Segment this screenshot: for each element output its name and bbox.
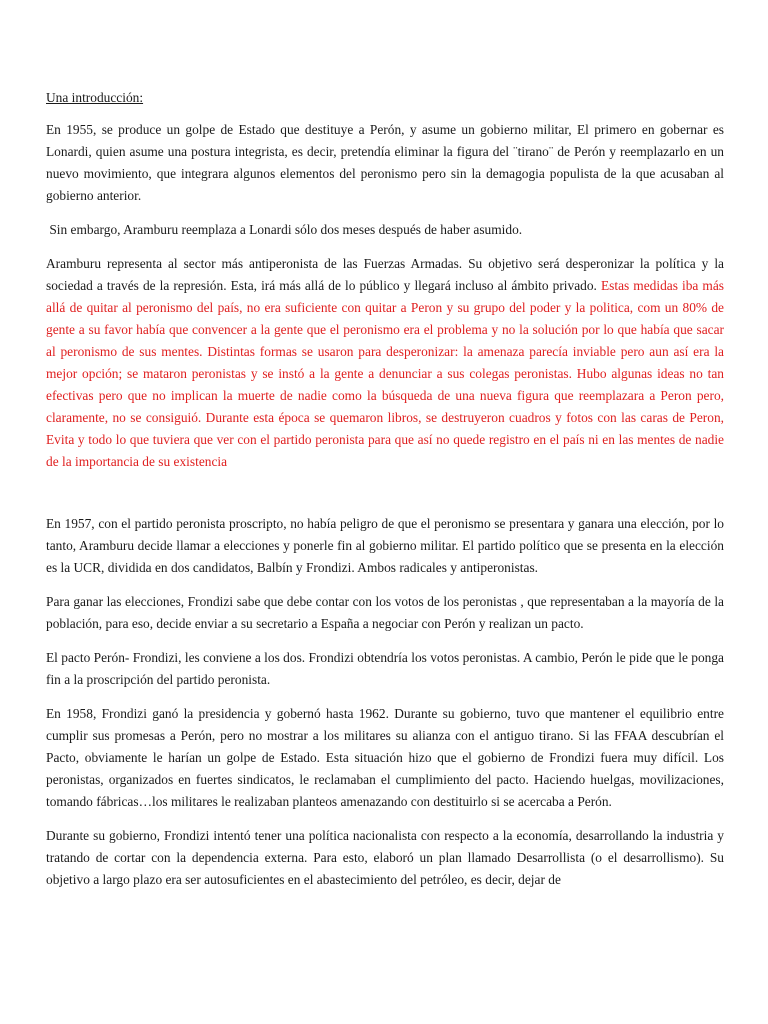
paragraph-desarrollismo: Durante su gobierno, Frondizi intentó tener una política nacionalista con respecto a la economía, desarrollando la industria y tratando de cortar con la dependencia externa. Para esto, elaboró un plan llamado Desarrollista (o el desarrollismo). Su objetivo a largo plazo era ser autosuficientes en el abastecimiento del petróleo, es decir, dejar de xyxy=(46,828,724,887)
paragraph-pacto-peron-frondizi: El pacto Perón- Frondizi, les conviene a los dos. Frondizi obtendría los votos peronistas. A cambio, Perón le pide que le ponga fin a la proscripción del partido peronista. xyxy=(46,650,724,687)
document-heading: Una introducción: xyxy=(46,90,144,105)
document-page xyxy=(46,87,724,903)
paragraph-text-black: Aramburu representa al sector más antiperonista de las Fuerzas Armadas. Su objetivo será desperonizar la política y la sociedad a través de la represión. Esta, irá más allá de lo público y llegará incluso al ámbito privado. xyxy=(46,256,724,293)
paragraph-gobierno-frondizi: En 1958, Frondizi ganó la presidencia y gobernó hasta 1962. Durante su gobierno, tuvo que mantener el equilibrio entre cumplir sus promesas a Perón, pero no mostrar a los militares su alianza con el antiguo tirano. Si las FFAA descubrían el Pacto, obviamente le harían un golpe de Estado. Esta situación hizo que el gobierno de Frondizi fuera muy difícil. Los peronistas, organizados en fuertes sindicatos, le reclamaban el cumplimiento del pacto. Haciendo huelgas, movilizaciones, tomando fábricas…los militares le realizaban planteos amenazando con destituirlo si se acercaba a Perón. xyxy=(46,706,724,809)
paragraph-elecciones-1957: En 1957, con el partido peronista proscripto, no había peligro de que el peronismo se presentara y ganara una elección, por lo tanto, Aramburu decide llamar a elecciones y ponerle fin al gobierno militar. El partido político que se presenta en la elección es la UCR, dividida en dos candidatos, Balbín y Frondizi. Ambos radicales y antiperonistas. xyxy=(46,516,724,575)
paragraph-pacto-frondizi: Para ganar las elecciones, Frondizi sabe que debe contar con los votos de los peronistas , que representaban a la mayoría de la población, para eso, decide enviar a su secretario a España a negociar con Perón y realizan un pacto. xyxy=(46,594,724,631)
paragraph-text-red-highlight: Estas medidas iba más allá de quitar al peronismo del país, no era suficiente con quitar a Peron y su grupo del poder y la politica, com un 80% de gente a su favor había que convencer a la gente que el peronismo era el problema y no la solución por lo que había que sacar al peronismo de sus mentes. Distintas formas se usaron para desperonizar: la amenaza parecía inviable pero aun así era la mejor opción; se mataron peronistas y se instó a la gente a denunciar a sus colegas peronistas. Hubo algunas ideas no tan efectivas pero que no implican la muerte de nadie como la búsqueda de una nueva figura que reemplazara a Peron pero, claramente, no se consiguió. Durante esta época se quemaron libros, se destruyeron cuadros y fotos con las caras de Peron, Evita y todo lo que tuviera que ver con el partido peronista para que así no quede registro en el país ni en las mentes de nadie de la importancia de su existencia xyxy=(46,278,724,469)
paragraph-aramburu-reemplaza: Sin embargo, Aramburu reemplaza a Lonardi sólo dos meses después de haber asumido. xyxy=(46,222,523,237)
blank-line xyxy=(46,485,724,513)
paragraph-aramburu-desperonizar xyxy=(46,253,724,473)
paragraph-golpe-1955: En 1955, se produce un golpe de Estado que destituye a Perón, y asume un gobierno militar, El primero en gobernar es Lonardi, quien asume una postura integrista, es decir, pretendía eliminar la figura del ¨tirano¨ de Perón y reemplazarlo en un nuevo movimiento, que integrara algunos elementos del peronismo pero sin la demagogia populista de la que acusaban al gobierno anterior. xyxy=(46,122,724,203)
